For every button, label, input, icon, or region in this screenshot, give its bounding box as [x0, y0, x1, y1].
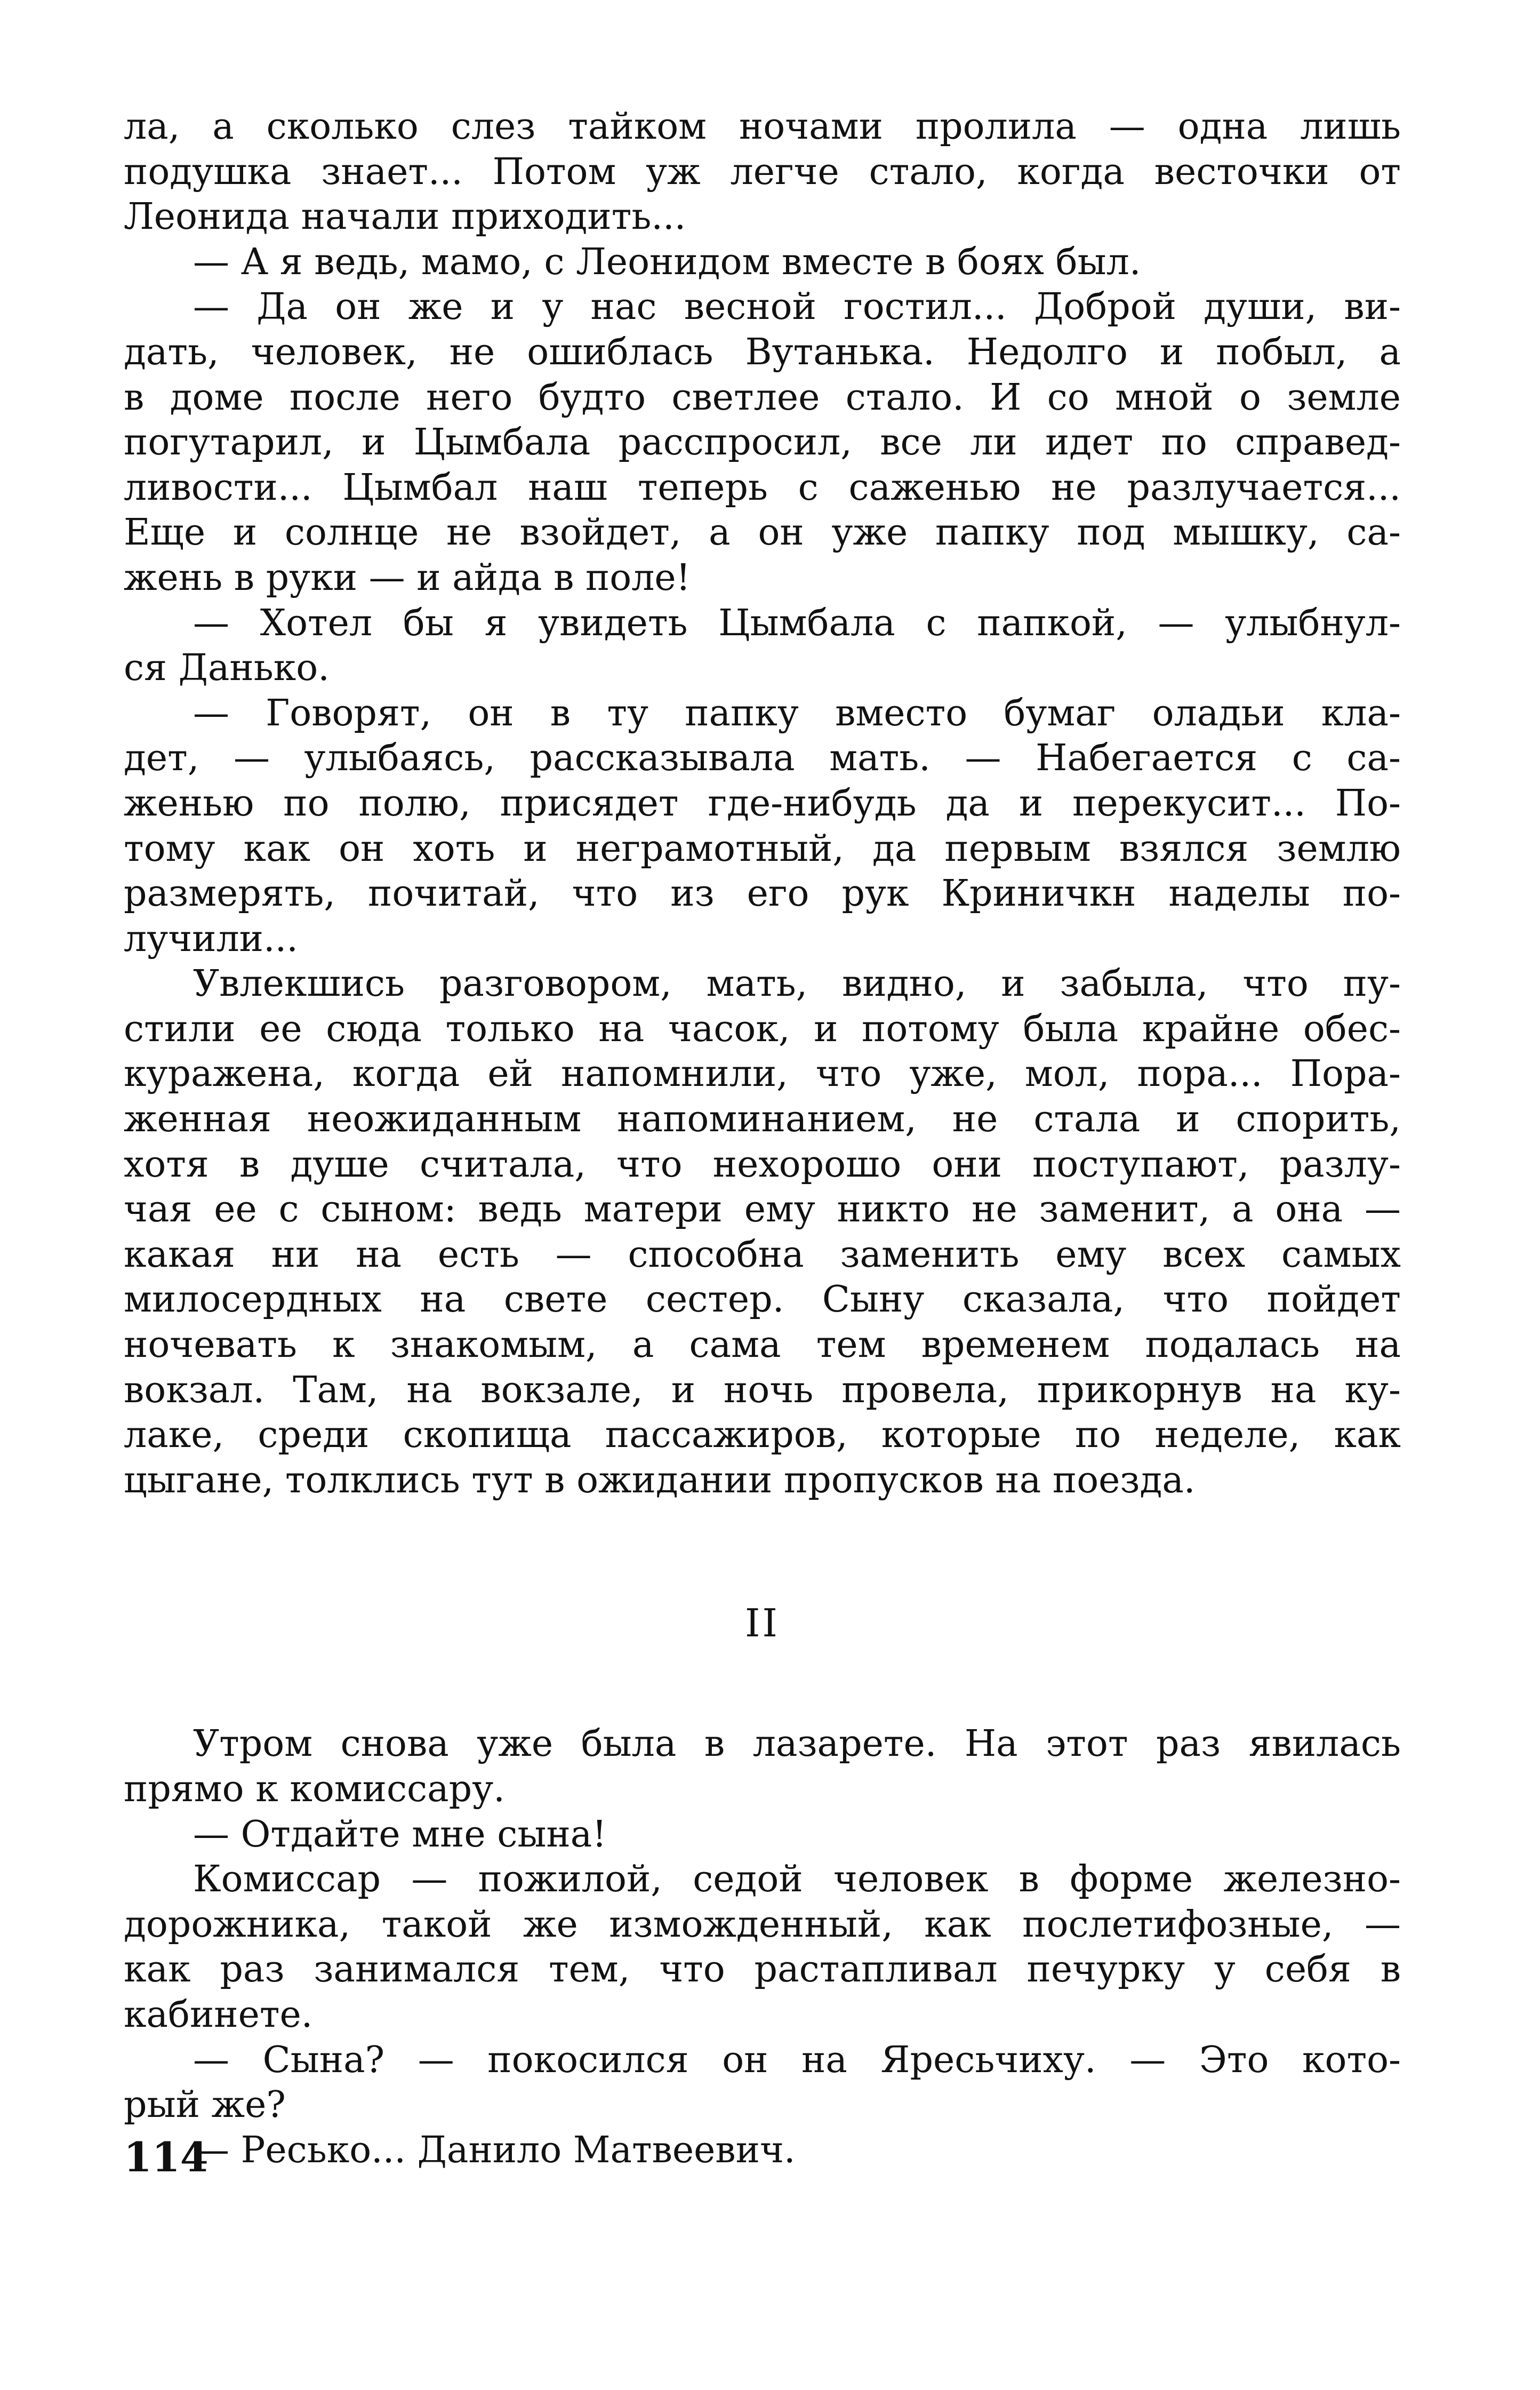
text-line: Еще и солнце не взойдет, а он уже папку под мышку, са- — [124, 511, 1401, 554]
text-line: ливости... Цымбал наш теперь с саженью не разлучается... — [124, 466, 1401, 509]
text-line: Комиссар — пожилой, седой человек в форме железно- — [193, 1858, 1401, 1901]
text-line: какая ни на есть — способна заменить ему всех самых — [124, 1233, 1401, 1276]
text-line: лучили... — [124, 917, 298, 960]
text-line: чая ее с сыном: ведь матери ему никто не заменит, а она — — [124, 1188, 1401, 1231]
text-line: ночевать к знакомым, а сама тем временем подалась на — [124, 1324, 1401, 1366]
text-line: погутарил, и Цымбала расспросил, все ли идет по справед- — [124, 421, 1401, 464]
text-line: дет, — улыбаясь, рассказывала мать. — Набегается с са- — [124, 737, 1401, 780]
text-line: — Сына? — покосился он на Яресьчиху. — Это кото- — [193, 2039, 1401, 2081]
text-line: женная неожиданным напоминанием, не стала и спорить, — [124, 1098, 1401, 1141]
text-line: Леонида начали приходить... — [124, 196, 686, 238]
text-line: — А я ведь, мамо, с Леонидом вместе в боях был. — [193, 241, 1141, 283]
text-line: тому как он хоть и неграмотный, да первым взялся землю — [124, 827, 1401, 870]
text-block-2 — [124, 1722, 1401, 2173]
text-line: стили ее сюда только на часок, и потому была крайне обес- — [124, 1008, 1401, 1050]
text-line: дать, человек, не ошиблась Вутанька. Недолго и побыл, а — [124, 331, 1401, 373]
text-line: цыгане, толклись тут в ожидании пропусков на поезда. — [124, 1459, 1196, 1501]
text-line: — Да он же и у нас весной гостил... Доброй души, ви- — [193, 286, 1401, 329]
text-line: как раз занимался тем, что растапливал печурку у себя в — [124, 1948, 1401, 1991]
page-number: 114 — [124, 2133, 208, 2181]
text-line: ся Данько. — [124, 647, 330, 690]
text-line: подушка знает... Потом уж легче стало, когда весточки от — [124, 150, 1401, 193]
text-line: — Отдайте мне сына! — [193, 1813, 607, 1856]
text-line: лаке, среди скопища пассажиров, которые по неделе, как — [124, 1414, 1401, 1457]
text-line: куражена, когда ей напомнили, что уже, мол, пора... Пора- — [124, 1053, 1401, 1096]
text-block-1 — [124, 105, 1401, 1503]
text-line: ла, а сколько слез тайком ночами пролила — одна лишь — [124, 106, 1401, 148]
text-line: Увлекшись разговором, мать, видно, и забыла, что пу- — [193, 963, 1401, 1005]
text-line: размерять, почитай, что из его рук Криничкн наделы по- — [124, 873, 1401, 915]
page-text — [124, 105, 1401, 2173]
text-line: — Ресько... Данило Матвеевич. — [193, 2129, 796, 2171]
text-line: милосердных на свете сестер. Сыну сказала, что пойдет — [124, 1278, 1401, 1321]
text-line: — Хотел бы я увидеть Цымбала с папкой, — улыбнул- — [193, 602, 1401, 644]
text-line: вокзал. Там, на вокзале, и ночь провела, прикорнув на ку- — [124, 1369, 1401, 1411]
section-number: II — [745, 1601, 780, 1646]
text-line: в доме после него будто светлее стало. И со мной о земле — [124, 376, 1401, 419]
text-line: рый же? — [124, 2084, 286, 2127]
text-line: женью по полю, присядет где-нибудь да и перекусит... По- — [124, 782, 1401, 825]
text-line: — Говорят, он в ту папку вместо бумаг оладьи кла- — [193, 692, 1401, 734]
text-line: кабинете. — [124, 1993, 313, 2036]
text-line: прямо к комиссару. — [124, 1768, 505, 1810]
text-line: Утром снова уже была в лазарете. На этот раз явилась — [193, 1723, 1401, 1765]
text-line: жень в руки — и айда в поле! — [124, 556, 691, 599]
text-line: дорожника, такой же изможденный, как послетифозные, — — [124, 1903, 1401, 1946]
text-line: хотя в душе считала, что нехорошо они поступают, разлу- — [124, 1143, 1401, 1186]
